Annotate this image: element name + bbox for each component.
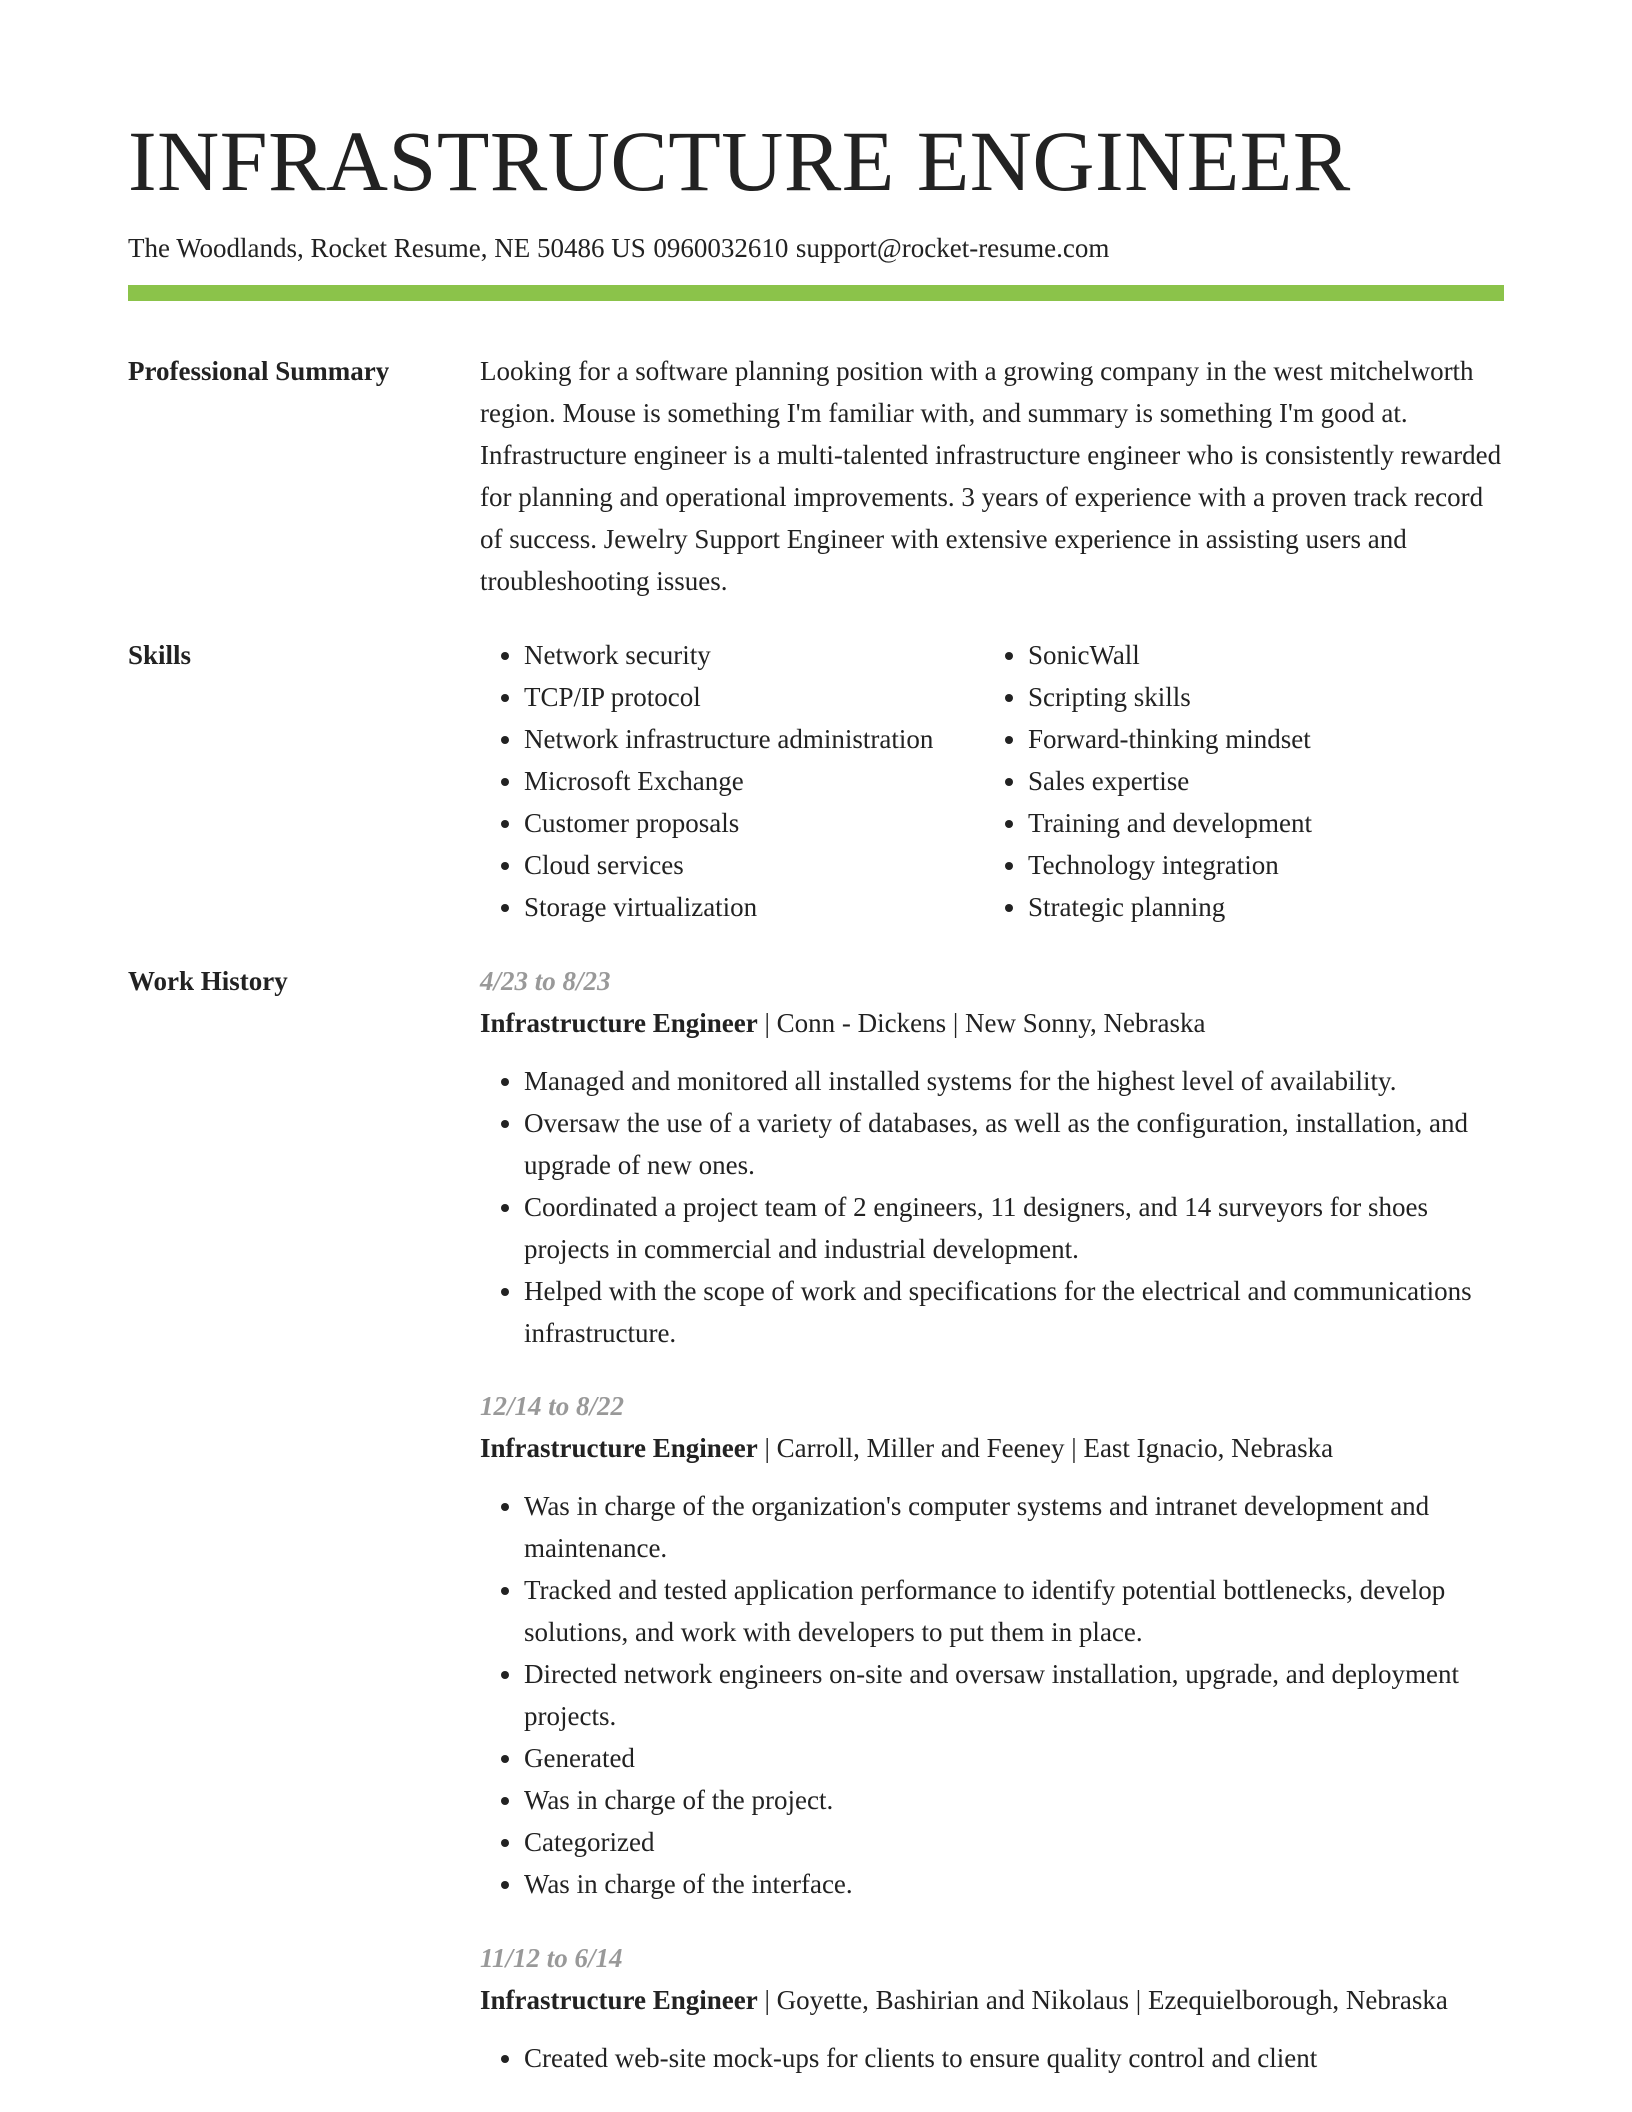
- skill-item: • Network security: [524, 634, 984, 676]
- skill-item: • Scripting skills: [1028, 676, 1312, 718]
- resume-name: INFRASTRUCTURE ENGINEER: [128, 113, 1351, 209]
- job-details: | Carroll, Miller and Feeney | East Ignacio, Nebraska: [757, 1433, 1334, 1463]
- job-bullets: [480, 1485, 1504, 1905]
- job-entry: [480, 1937, 1504, 2079]
- skill-item: • Sales expertise: [1028, 760, 1312, 802]
- skill-item: • Storage virtualization: [524, 886, 984, 928]
- job-bullet: • Generated: [524, 1737, 1504, 1779]
- job-bullet: • Managed and monitored all installed systems for the highest level of availability.: [524, 1060, 1504, 1102]
- skills-list-left: [480, 634, 984, 928]
- job-date: 12/14 to 8/22: [480, 1391, 625, 1421]
- contact-email: support@rocket-resume.com: [795, 233, 1110, 263]
- job-bullet: • Categorized: [524, 1821, 1504, 1863]
- job-entry: [480, 1385, 1504, 1905]
- job-bullet: • Oversaw the use of a variety of databases, as well as the configuration, installation, and upgrade of new ones.: [524, 1102, 1504, 1186]
- skill-item: • Customer proposals: [524, 802, 984, 844]
- job-title-line: [480, 1002, 1504, 1044]
- job-bullet: • Coordinated a project team of 2 engineers, 11 designers, and 14 surveyors for shoes projects in commercial and industrial development.: [524, 1186, 1504, 1270]
- contact-phone: 0960032610: [653, 233, 789, 263]
- skill-item: • Strategic planning: [1028, 886, 1312, 928]
- job-bullet: • Helped with the scope of work and specifications for the electrical and communications infrastructure.: [524, 1270, 1504, 1354]
- job-title-line: [480, 1979, 1504, 2021]
- job-bullet: • Was in charge of the organization's computer systems and intranet development and maintenance.: [524, 1485, 1504, 1569]
- summary-text: Looking for a software planning position with a growing company in the west mitchelworth region. Mouse is something I'm familiar with, and summary is something I'm good at. Infrastructure engineer is a multi-talented infrastructure engineer who is consistently rewarded for planning and operational improvements. 3 years of experience with a proven track record of success. Jewelry Support Engineer with extensive experience in assisting users and troubleshooting issues.: [480, 356, 1502, 596]
- work-history-heading: Work History: [128, 966, 288, 996]
- job-details: | Conn - Dickens | New Sonny, Nebraska: [757, 1008, 1206, 1038]
- job-title: Infrastructure Engineer: [480, 1008, 758, 1038]
- skill-item: • Network infrastructure administration: [524, 718, 984, 760]
- job-bullet: • Created web-site mock-ups for clients to ensure quality control and client: [524, 2037, 1504, 2079]
- summary-heading: Professional Summary: [128, 356, 390, 386]
- job-bullets: [480, 2037, 1504, 2079]
- job-date: 11/12 to 6/14: [480, 1943, 623, 1973]
- job-bullets: [480, 1060, 1504, 1354]
- contact-address: The Woodlands, Rocket Resume, NE 50486 US: [128, 233, 646, 263]
- skills-list-right: [984, 634, 1312, 928]
- skill-item: • TCP/IP protocol: [524, 676, 984, 718]
- skills-section: [480, 634, 1504, 928]
- skill-item: • Training and development: [1028, 802, 1312, 844]
- job-bullet: • Tracked and tested application performance to identify potential bottlenecks, develop solutions, and work with developers to put them in place.: [524, 1569, 1504, 1653]
- skill-item: • Cloud services: [524, 844, 984, 886]
- skill-item: • SonicWall: [1028, 634, 1312, 676]
- job-title-line: [480, 1427, 1504, 1469]
- job-date: 4/23 to 8/23: [480, 966, 611, 996]
- skill-item: • Microsoft Exchange: [524, 760, 984, 802]
- job-title: Infrastructure Engineer: [480, 1985, 758, 2015]
- job-bullet: • Directed network engineers on-site and oversaw installation, upgrade, and deployment projects.: [524, 1653, 1504, 1737]
- skills-heading: Skills: [128, 640, 192, 670]
- skill-item: • Forward-thinking mindset: [1028, 718, 1312, 760]
- accent-divider: [128, 285, 1504, 301]
- job-entry: [480, 960, 1504, 1354]
- job-title: Infrastructure Engineer: [480, 1433, 758, 1463]
- job-details: | Goyette, Bashirian and Nikolaus | Ezequielborough, Nebraska: [757, 1985, 1448, 2015]
- skill-item: • Technology integration: [1028, 844, 1312, 886]
- job-bullet: • Was in charge of the project.: [524, 1779, 1504, 1821]
- job-bullet: • Was in charge of the interface.: [524, 1863, 1504, 1905]
- contact-line: [128, 230, 1109, 266]
- summary-section: [480, 350, 1504, 602]
